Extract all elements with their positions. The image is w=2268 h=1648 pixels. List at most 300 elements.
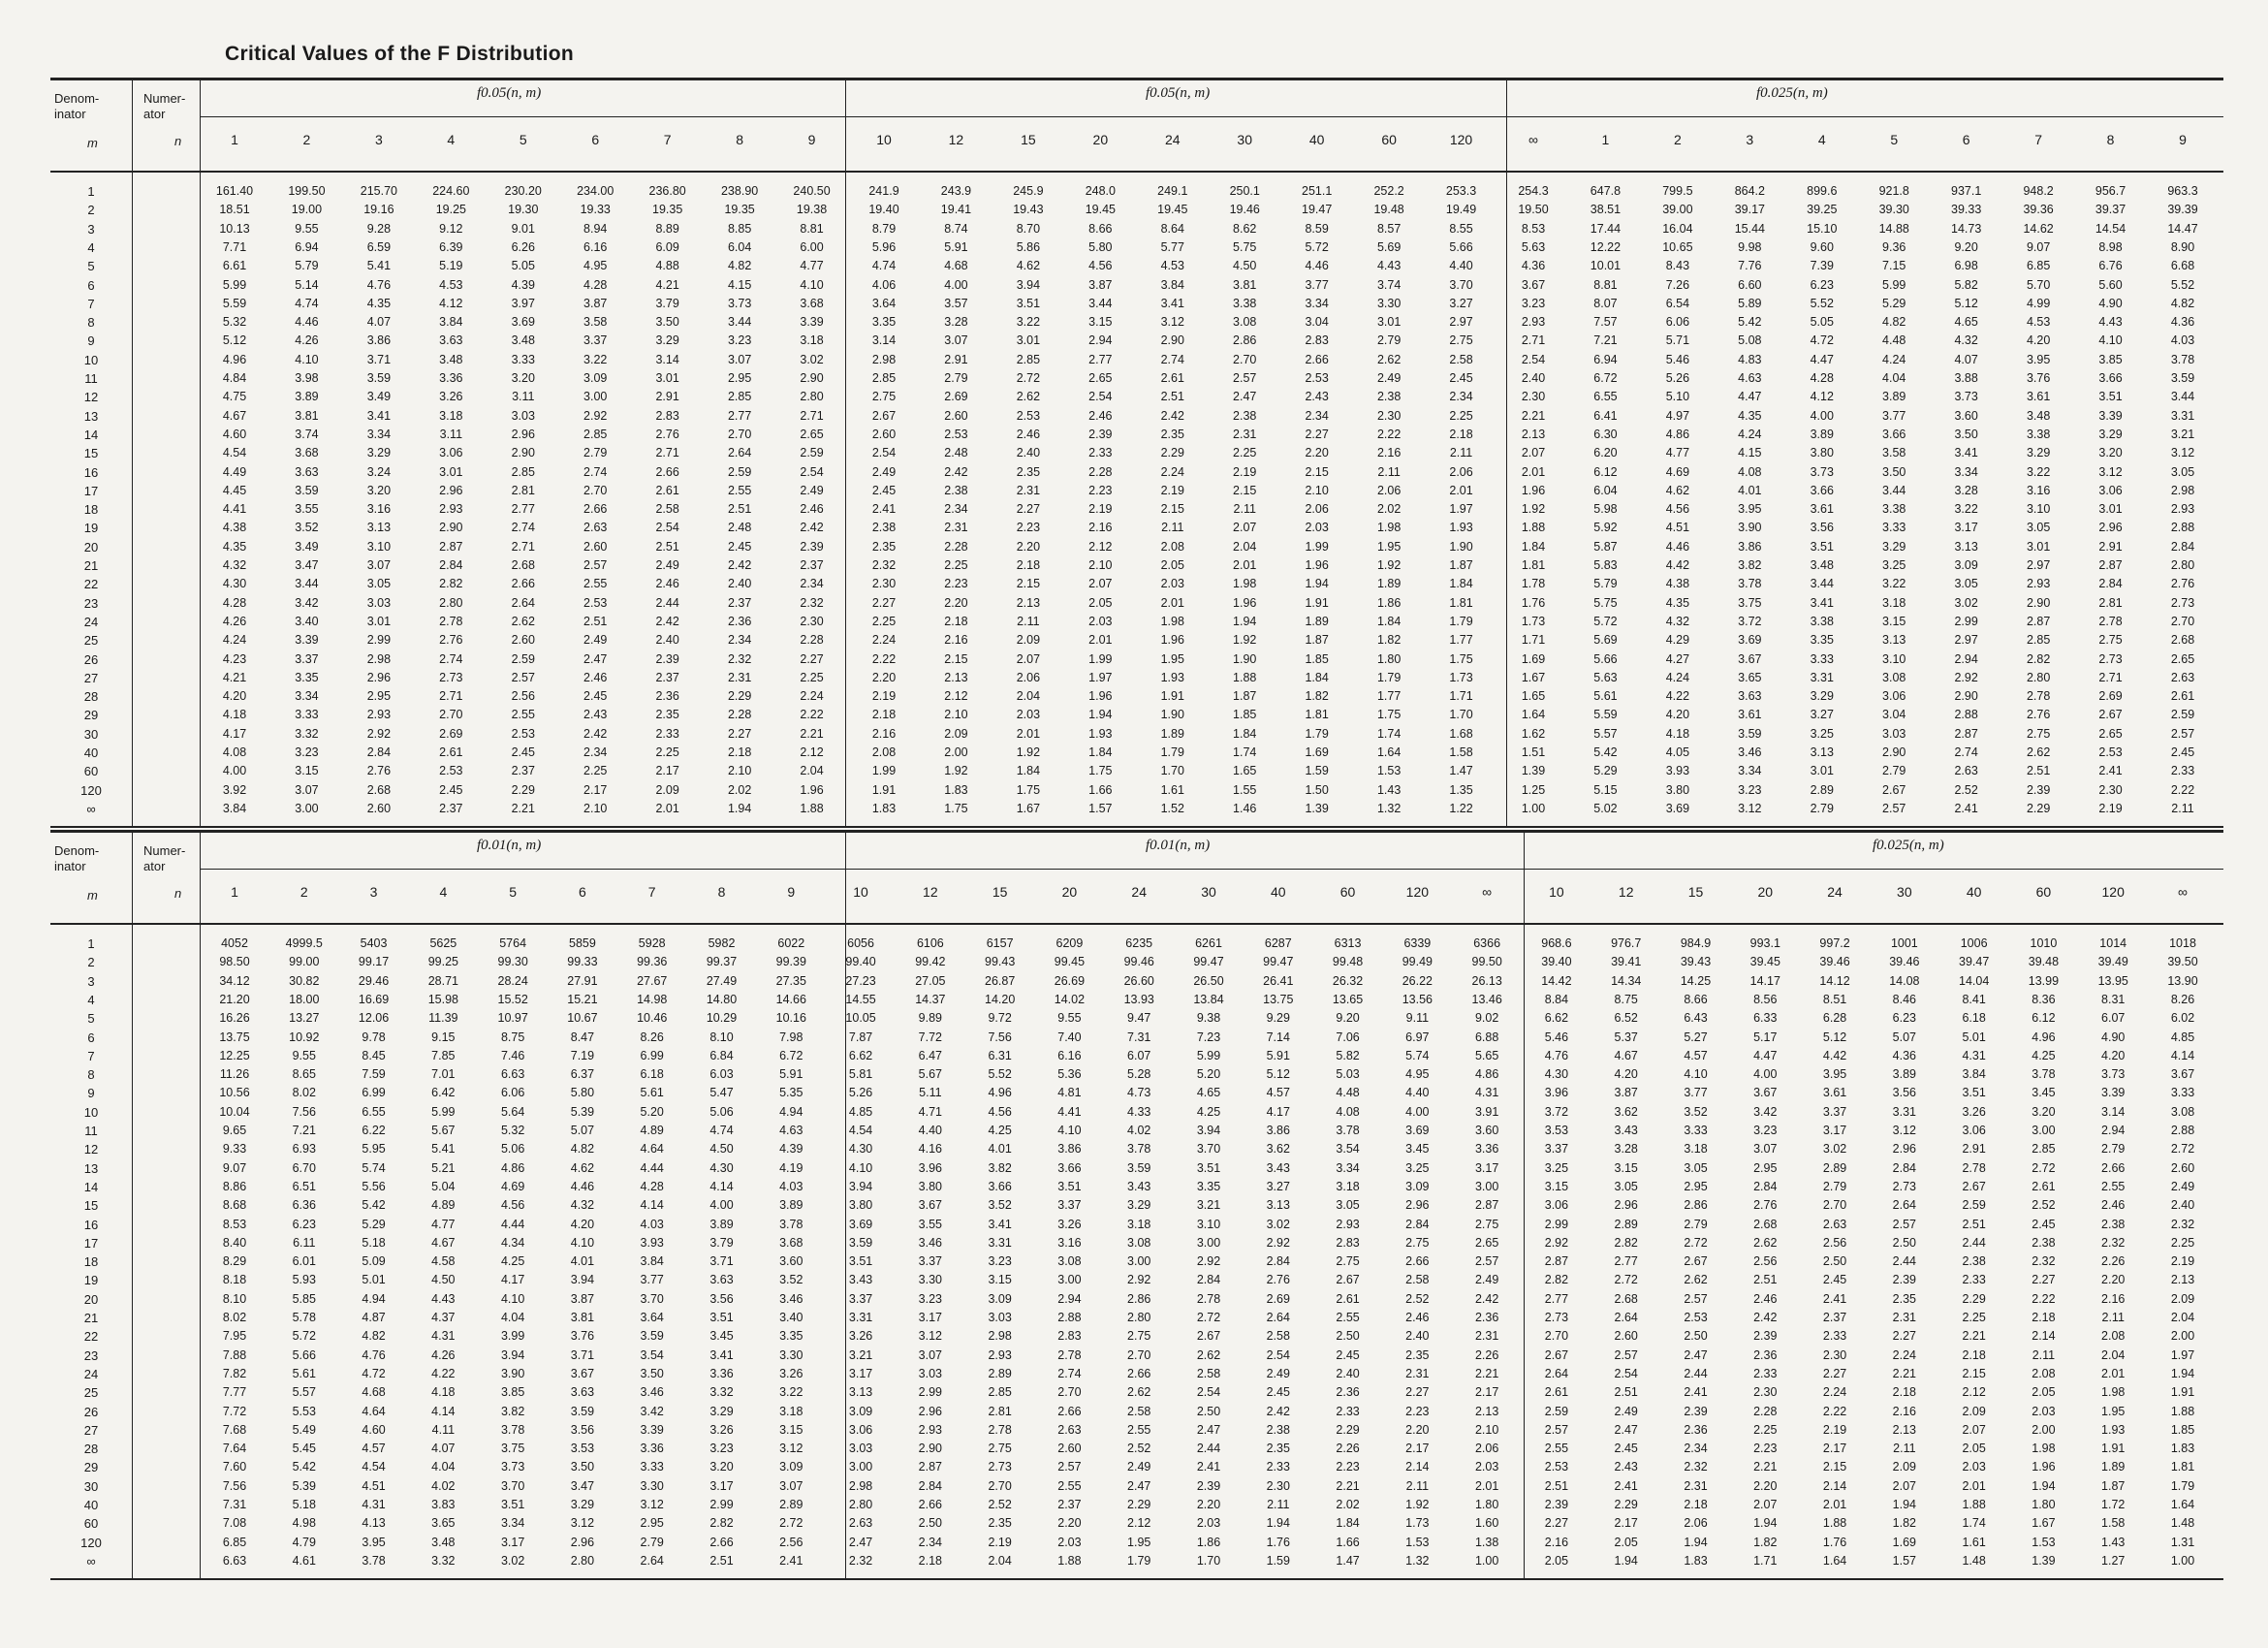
table-cell: 4052: [221, 936, 248, 950]
table-cell: 4.48: [1336, 1086, 1360, 1100]
table-cell: 26.60: [1123, 973, 1154, 988]
table-cell: 1.57: [1892, 1553, 1917, 1568]
table-cell: 1.69: [1521, 651, 1546, 666]
row-label: 120: [80, 782, 102, 798]
table-cell: 2.55: [1544, 1442, 1569, 1456]
table-cell: 99.33: [567, 955, 598, 969]
table-cell: 4.67: [222, 408, 247, 423]
numerator-label: Numer- ator: [143, 91, 186, 121]
table-cell: 4.14: [431, 1404, 456, 1418]
table-cell: 5.59: [222, 296, 247, 310]
table-cell: 4.22: [431, 1366, 456, 1380]
table-cell: 7.01: [431, 1067, 456, 1082]
table-cell: 11.26: [219, 1067, 250, 1082]
table-cell: 4.10: [570, 1235, 595, 1250]
table-cell: 2.15: [1233, 483, 1257, 497]
table-cell: 2.45: [583, 689, 608, 704]
table-cell: 5.28: [1127, 1067, 1151, 1082]
table-cell: 5.91: [779, 1067, 803, 1082]
table-cell: 3.77: [1684, 1086, 1708, 1100]
table-cell: 3.48: [511, 333, 535, 348]
table-cell: 1.90: [1160, 708, 1184, 722]
table-cell: 26.41: [1263, 973, 1294, 988]
table-cell: 2.55: [1336, 1311, 1360, 1324]
table-cell: 2.27: [800, 651, 824, 666]
table-cell: 4.68: [362, 1385, 386, 1400]
table-cell: 3.31: [2170, 408, 2195, 423]
table-cell: 1.94: [2032, 1478, 2056, 1493]
table-cell: 1.94: [2170, 1366, 2195, 1380]
table-cell: 2.76: [655, 427, 679, 441]
table-cell: 2.40: [1521, 371, 1546, 385]
table-cell: 2.59: [511, 651, 535, 666]
table-cell: 39.41: [1611, 955, 1642, 969]
table-cell: 4.30: [1544, 1067, 1569, 1082]
table-cell: 1.95: [1160, 651, 1184, 666]
table-cell: 3.07: [779, 1478, 803, 1493]
table-cell: 5.57: [292, 1385, 316, 1400]
table-cell: 7.40: [1057, 1030, 1082, 1044]
table-cell: 6.20: [1593, 446, 1618, 460]
table-cell: 4.86: [1474, 1067, 1499, 1082]
table-cell: 15.21: [567, 992, 598, 1006]
table-cell: 1.92: [1405, 1498, 1430, 1511]
row-label: 30: [83, 1478, 99, 1494]
table-cell: 4.94: [779, 1104, 803, 1119]
table-cell: 1.89: [1376, 577, 1402, 591]
table-cell: 2.88: [2170, 1124, 2195, 1137]
table-cell: 3.34: [366, 427, 392, 441]
table-cell: 4.60: [222, 427, 247, 441]
table-cell: 5.80: [1088, 239, 1113, 254]
table-cell: 1.66: [1088, 782, 1113, 797]
table-cell: 3.28: [944, 315, 968, 330]
table-cell: 4.82: [362, 1329, 386, 1344]
table-cell: 3.30: [1376, 296, 1402, 310]
table-cell: 3.26: [439, 390, 463, 404]
table-cell: 4.20: [1614, 1067, 1638, 1082]
table-cell: 2.99: [709, 1498, 734, 1511]
table-cell: 19.43: [1013, 203, 1044, 217]
table-cell: 3.72: [1544, 1104, 1569, 1119]
table-cell: 3.17: [1822, 1124, 1847, 1137]
table-cell: 2.21: [800, 726, 824, 741]
table-cell: 2.01: [1822, 1498, 1847, 1511]
table-cell: 997.2: [1819, 936, 1850, 950]
table-cell: 2.62: [1196, 1347, 1221, 1362]
column-header: 60: [1339, 884, 1356, 900]
table-cell: 2.68: [511, 558, 535, 572]
table-cell: 4.57: [1266, 1086, 1290, 1100]
table-cell: 1.88: [800, 801, 824, 815]
table-cell: 2.62: [2026, 745, 2051, 759]
table-cell: 3.68: [295, 446, 319, 460]
table-cell: 39.00: [1662, 203, 1693, 217]
table-cell: 5.12: [1266, 1067, 1290, 1082]
row-label: 30: [83, 726, 99, 742]
table-cell: 2.42: [655, 614, 679, 628]
table-cell: 937.1: [1951, 184, 1982, 198]
column-header: 9: [807, 132, 816, 147]
table-cell: 1.84: [1521, 539, 1546, 554]
table-cell: 2.63: [1822, 1217, 1847, 1231]
column-header: 40: [1308, 132, 1325, 147]
table-cell: 2.55: [511, 708, 535, 722]
table-cell: 3.21: [2170, 427, 2195, 441]
table-cell: 3.37: [918, 1254, 943, 1269]
table-cell: 1.99: [1305, 539, 1329, 554]
table-cell: 5625: [429, 936, 457, 950]
table-cell: 3.61: [1738, 708, 1762, 722]
row-label: 13: [83, 408, 99, 424]
table-cell: 3.95: [1822, 1067, 1847, 1082]
table-cell: 7.19: [570, 1048, 595, 1062]
table-cell: 8.45: [362, 1048, 386, 1062]
table-cell: 9.07: [222, 1160, 247, 1175]
table-cell: 10.92: [289, 1030, 320, 1044]
table-cell: 2.57: [583, 558, 608, 572]
table-cell: 2.58: [1127, 1404, 1151, 1418]
table-cell: 864.2: [1734, 184, 1765, 198]
column-header: ∞: [2178, 884, 2188, 900]
table-cell: 1.98: [1233, 577, 1257, 591]
table-cell: 3.17: [918, 1311, 943, 1324]
table-cell: 3.85: [500, 1385, 525, 1400]
table-cell: 8.10: [709, 1030, 734, 1044]
table-cell: 3.01: [655, 371, 679, 385]
table-cell: 3.79: [655, 296, 679, 310]
table-cell: 2.11: [2101, 1311, 2125, 1324]
table-cell: 2.33: [2170, 764, 2195, 778]
table-cell: 1.95: [1376, 539, 1402, 554]
table-cell: 2.78: [1196, 1291, 1221, 1306]
table-cell: 3.17: [848, 1366, 873, 1380]
table-cell: 1.98: [1160, 614, 1184, 628]
table-cell: 3.33: [1882, 521, 1906, 535]
table-cell: 3.39: [800, 315, 824, 330]
table-cell: 9.11: [1405, 1011, 1430, 1026]
table-cell: 2.87: [2026, 614, 2051, 628]
table-cell: 3.38: [1882, 502, 1906, 517]
table-cell: 1.82: [1305, 689, 1329, 704]
table-cell: 2.62: [1753, 1235, 1778, 1250]
table-cell: 5.36: [1057, 1067, 1082, 1082]
row-label: 23: [83, 1347, 99, 1363]
table-cell: 5.09: [362, 1254, 386, 1269]
table-cell: 2.02: [1376, 502, 1402, 517]
table-cell: 1.39: [2032, 1553, 2056, 1568]
table-cell: 1.53: [1376, 764, 1402, 778]
table-cell: 5.66: [1593, 651, 1618, 666]
table-cell: 4.42: [1822, 1048, 1847, 1062]
table-cell: 1.94: [727, 801, 752, 815]
table-cell: 39.48: [2028, 955, 2060, 969]
table-cell: 1.94: [1614, 1553, 1638, 1568]
table-cell: 6.88: [1474, 1030, 1499, 1044]
table-cell: 15.44: [1734, 221, 1765, 236]
table-cell: 8.74: [944, 221, 968, 236]
table-cell: 4.65: [1196, 1086, 1221, 1100]
table-cell: 3.37: [1544, 1142, 1569, 1157]
table-cell: 4.32: [1665, 614, 1690, 628]
table-cell: 2.56: [1822, 1235, 1847, 1250]
table-cell: 3.47: [295, 558, 319, 572]
table-cell: 2.66: [1305, 352, 1329, 366]
table-cell: 1.78: [1521, 577, 1546, 591]
table-cell: 3.18: [1127, 1217, 1151, 1231]
table-cell: 3.72: [1738, 614, 1762, 628]
table-cell: 3.41: [988, 1217, 1012, 1231]
table-cell: 2.84: [2098, 577, 2123, 591]
table-cell: 2.94: [1057, 1291, 1082, 1306]
table-cell: 2.52: [2032, 1198, 2056, 1213]
table-cell: 1.91: [1160, 689, 1184, 704]
table-cell: 2.07: [1753, 1498, 1778, 1511]
table-cell: 2.62: [1376, 352, 1402, 366]
table-cell: 4.67: [431, 1235, 456, 1250]
table-cell: 3.94: [570, 1273, 595, 1287]
table-cell: 3.43: [1127, 1179, 1151, 1193]
table-cell: 5.71: [1665, 333, 1690, 348]
table-cell: 2.11: [1233, 502, 1256, 517]
table-cell: 3.69: [1738, 633, 1762, 648]
table-cell: 39.36: [2023, 203, 2054, 217]
table-cell: 2.04: [988, 1553, 1012, 1568]
table-cell: 3.91: [1474, 1104, 1499, 1119]
rule-vert-group: [1524, 830, 1525, 1578]
table-cell: 4.77: [800, 259, 824, 273]
table-cell: 5.01: [1962, 1030, 1986, 1044]
table-cell: 2.75: [1449, 333, 1473, 348]
table-cell: 2.98: [366, 651, 392, 666]
table-cell: 2.35: [988, 1516, 1012, 1531]
table-cell: 99.36: [637, 955, 668, 969]
table-cell: 5.42: [1593, 745, 1618, 759]
table-cell: 14.42: [1541, 973, 1572, 988]
row-label: 7: [87, 1048, 95, 1063]
table-cell: 4.57: [1684, 1048, 1708, 1062]
table-cell: 4.46: [570, 1179, 595, 1193]
table-cell: 3.51: [1196, 1160, 1221, 1175]
table-cell: 2.96: [511, 427, 535, 441]
table-cell: 19.50: [1518, 203, 1549, 217]
table-cell: 7.57: [1593, 315, 1618, 330]
table-cell: 3.59: [2170, 371, 2195, 385]
table-cell: 19.46: [1229, 203, 1260, 217]
table-cell: 2.58: [1405, 1273, 1430, 1287]
table-cell: 3.05: [2170, 464, 2195, 479]
table-cell: 2.17: [655, 764, 679, 778]
table-cell: 4.74: [871, 259, 897, 273]
table-cell: 9.12: [439, 221, 463, 236]
table-cell: 2.49: [1474, 1273, 1499, 1287]
table-cell: 4.26: [295, 333, 319, 348]
table-cell: 4.53: [439, 277, 463, 292]
table-cell: 948.2: [2023, 184, 2054, 198]
table-cell: 8.81: [1593, 277, 1618, 292]
table-cell: 3.08: [1882, 670, 1906, 684]
table-cell: 2.05: [2032, 1385, 2056, 1400]
table-cell: 2.01: [1474, 1478, 1499, 1493]
table-cell: 8.29: [222, 1254, 247, 1269]
table-cell: 4.43: [2098, 315, 2123, 330]
table-cell: 1.43: [2101, 1535, 2126, 1549]
table-cell: 5.79: [1593, 577, 1618, 591]
table-cell: 4.18: [1665, 726, 1690, 741]
table-cell: 27.91: [567, 973, 598, 988]
table-cell: 5982: [708, 936, 736, 950]
table-cell: 6022: [777, 936, 805, 950]
table-cell: 2.09: [2170, 1291, 2195, 1306]
table-cell: 2.73: [2098, 651, 2123, 666]
table-cell: 6.31: [988, 1048, 1012, 1062]
table-cell: 7.23: [1196, 1030, 1221, 1044]
table-cell: 224.60: [432, 184, 470, 198]
table-cell: 5.63: [1521, 239, 1546, 254]
table-cell: 2.74: [1954, 745, 1978, 759]
table-cell: 3.26: [779, 1366, 803, 1380]
table-cell: 3.52: [779, 1273, 803, 1287]
table-cell: 2.47: [848, 1535, 873, 1549]
table-cell: 4.40: [1449, 259, 1473, 273]
table-cell: 3.07: [366, 558, 392, 572]
table-cell: 3.22: [1954, 502, 1978, 517]
table-cell: 5.11: [919, 1086, 942, 1100]
table-cell: 2.02: [1336, 1498, 1360, 1511]
table-cell: 26.32: [1332, 973, 1364, 988]
table-cell: 10.97: [497, 1011, 528, 1026]
table-cell: 4.06: [871, 277, 897, 292]
table-cell: 2.75: [1336, 1254, 1360, 1269]
table-cell: 2.30: [871, 577, 897, 591]
table-cell: 2.53: [2098, 745, 2123, 759]
table-cell: 2.90: [439, 521, 463, 535]
table-cell: 4.31: [1474, 1086, 1499, 1100]
table-cell: 3.73: [2101, 1067, 2126, 1082]
table-cell: 3.29: [366, 446, 392, 460]
table-cell: 2.14: [1822, 1478, 1847, 1493]
row-label: 40: [83, 1498, 99, 1512]
table-cell: 5.95: [362, 1142, 386, 1157]
table-cell: 5.19: [439, 259, 463, 273]
table-cell: 2.42: [1160, 408, 1184, 423]
table-cell: 2.67: [1962, 1179, 1986, 1193]
table-cell: 2.90: [1160, 333, 1184, 348]
table-cell: 9.28: [366, 221, 392, 236]
table-cell: 3.77: [1305, 277, 1329, 292]
table-cell: 3.31: [1892, 1104, 1917, 1119]
table-cell: 1.79: [1127, 1553, 1151, 1568]
table-cell: 2.72: [1016, 371, 1041, 385]
table-cell: 1.84: [1305, 670, 1329, 684]
table-cell: 3.46: [640, 1385, 664, 1400]
table-cell: 7.72: [918, 1030, 943, 1044]
table-cell: 3.16: [366, 502, 392, 517]
distribution-label: f0.025(n, m): [1873, 838, 1944, 853]
table-cell: 2.45: [727, 539, 752, 554]
table-cell: 10.56: [219, 1086, 250, 1100]
table-cell: 2.49: [871, 464, 897, 479]
table-cell: 5.91: [944, 239, 968, 254]
table-cell: 6.03: [709, 1067, 734, 1082]
table-cell: 99.49: [1402, 955, 1433, 969]
table-cell: 3.81: [295, 408, 319, 423]
table-cell: 1.91: [2101, 1442, 2126, 1456]
table-cell: 2.79: [1822, 1179, 1847, 1193]
table-cell: 2.77: [727, 408, 752, 423]
table-cell: 2.33: [1962, 1273, 1986, 1287]
table-cell: 2.99: [1544, 1217, 1569, 1231]
table-cell: 2.68: [1753, 1217, 1778, 1231]
row-label: 16: [83, 1217, 99, 1232]
table-cell: 1.94: [1266, 1516, 1290, 1531]
table-cell: 7.21: [292, 1124, 316, 1137]
row-label: 21: [83, 1311, 99, 1325]
table-cell: 2.57: [1544, 1422, 1569, 1437]
table-cell: 4.00: [1810, 408, 1834, 423]
table-cell: 2.40: [1336, 1366, 1360, 1380]
table-cell: 1.43: [1376, 782, 1402, 797]
table-cell: 2.45: [1449, 371, 1473, 385]
table-cell: 2.66: [709, 1535, 734, 1549]
table-cell: 4.32: [222, 558, 247, 572]
table-cell: 1.74: [1962, 1516, 1986, 1531]
table-cell: 2.34: [944, 502, 968, 517]
table-cell: 3.79: [709, 1235, 734, 1250]
table-cell: 3.33: [1684, 1124, 1708, 1137]
table-cell: 1.83: [944, 782, 968, 797]
table-cell: 3.15: [1544, 1179, 1569, 1193]
table-cell: 5.05: [511, 259, 535, 273]
table-cell: 2.98: [988, 1329, 1012, 1344]
table-cell: 2.85: [871, 371, 897, 385]
table-cell: 1.96: [1233, 595, 1257, 610]
table-cell: 2.27: [1305, 427, 1329, 441]
table-cell: 99.30: [497, 955, 528, 969]
table-cell: 3.50: [570, 1460, 595, 1474]
table-cell: 4.53: [2026, 315, 2051, 330]
table-cell: 1.66: [1336, 1535, 1360, 1549]
table-cell: 4.35: [366, 296, 392, 310]
table-cell: 5.18: [292, 1498, 316, 1511]
table-cell: 1.94: [1088, 708, 1113, 722]
table-cell: 2.55: [2101, 1179, 2126, 1193]
table-cell: 2.51: [1614, 1385, 1638, 1400]
table-cell: 2.79: [1684, 1217, 1708, 1231]
table-cell: 8.02: [292, 1086, 316, 1100]
table-cell: 2.79: [1810, 801, 1834, 815]
table-cell: 38.51: [1590, 203, 1622, 217]
table-cell: 4.33: [1127, 1104, 1151, 1119]
table-cell: 6.16: [583, 239, 608, 254]
table-cell: 2.03: [2032, 1404, 2056, 1418]
table-cell: 2.23: [1088, 483, 1113, 497]
table-cell: 2.58: [1449, 352, 1473, 366]
table-cell: 3.55: [918, 1217, 943, 1231]
table-cell: 3.50: [1954, 427, 1978, 441]
table-cell: 26.69: [1054, 973, 1086, 988]
table-cell: 1.88: [1057, 1553, 1082, 1568]
table-cell: 3.66: [1810, 483, 1834, 497]
table-cell: 3.78: [1127, 1142, 1151, 1157]
table-cell: 6.85: [2026, 259, 2051, 273]
column-header: 15: [1687, 884, 1704, 900]
table-cell: 2.97: [1449, 315, 1473, 330]
table-cell: 2.57: [1057, 1460, 1082, 1474]
table-cell: 2.42: [1753, 1311, 1778, 1324]
table-cell: 2.68: [366, 782, 392, 797]
table-cell: 2.38: [871, 521, 897, 535]
